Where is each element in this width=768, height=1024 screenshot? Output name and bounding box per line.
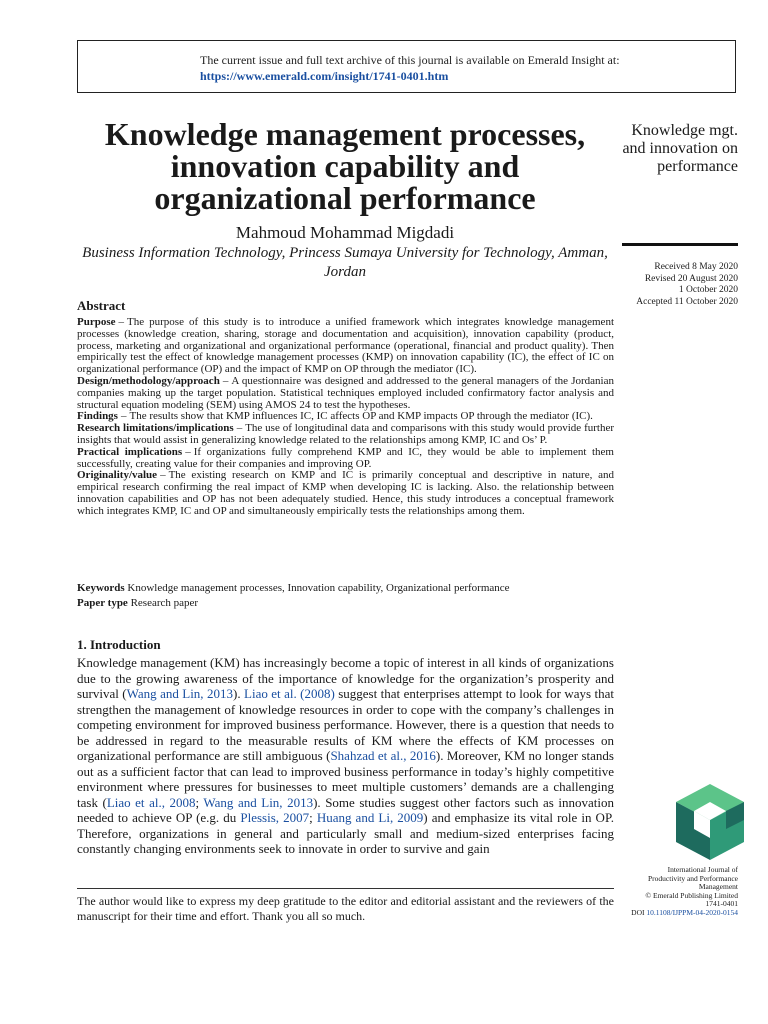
doi-line: [600, 909, 738, 918]
intro-text: suggest that enterprises attempt to look for ways that strengthen the management of knowledge resources in order to cope with the company’s challenges in competing environment for improved business performance. However, there is a question that needs to be addressed in regard to the measurable results of KM where the effects of KM processes on organizational performance are still ambiguous (: [77, 686, 615, 763]
citation-link[interactable]: Wang and Lin, 2013: [203, 794, 314, 810]
date-revised-2: 1 October 2020: [678, 285, 738, 295]
date-accepted: Accepted 11 October 2020: [636, 296, 738, 307]
intro-text: Knowledge management (KM) has increasingly become a topic of interest in all kinds of organizations due to the growing awareness of the importance of knowledge for the organization’s prosperity and survival (: [77, 655, 614, 701]
author-affiliation: Business Information Technology, Princess Sumaya University for Technology, Amman, Jordan: [82, 245, 608, 280]
side-divider: [622, 243, 738, 246]
journal-line: © Emerald Publishing Limited: [645, 890, 738, 900]
abstract-body: [77, 317, 614, 518]
journal-info: [600, 866, 738, 918]
citation-link[interactable]: Liao et al., 2008: [106, 794, 196, 810]
journal-line: Productivity and Performance: [648, 873, 738, 883]
footnote-divider: [77, 888, 614, 889]
abstract-design: Design/methodology/approach – A questionnaire was designed and addressed to the general managers of the Jordanian companies making up the target population. Statistical techniques employed included confirmatory factor analysis and structural equation modeling (SEM) using AMOS 24 to test the hypotheses.: [77, 374, 614, 411]
abstract-originality: Originality/value – The existing research on KMP and IC is primarily conceptual and descriptive in nature, and empirical research confirming the real impact of KMP when developing IC is lacking. Also. the relationship between innovation capabilities and OP has not been adequately studied. Hence, this study introduces a conceptual framework which integrates KMP, IC and OP and simultaneously empirically tests the relationships among them.: [77, 469, 614, 517]
section-text: The results show that KMP influences IC, IC affects OP and KMP impacts OP through the mediator (IC).: [129, 410, 593, 423]
intro-text: ) and emphasize its vital role in OP. Therefore, organizations in general and particularly small and medium-sized enterprises facing constantly changing environments seek to innovate in order to survive and gain: [77, 810, 614, 856]
abstract-purpose: Purpose – The purpose of this study is to introduce a unified framework which integrates knowledge management processes (knowledge creation, sharing, storage and documentation and acquisition), innovation capability (product, process, marketing and organizational and organizational performance (operational, financial and product quality). Then empirically test the effect of knowledge management processes (KMP) on innovation capability (IC), the effect of IC on organizational performance (OP) and the impact of KMP on OP through the mediator (IC).: [77, 316, 614, 376]
running-title: Knowledge mgt. and innovation on performance: [622, 122, 738, 175]
section-label: Design/methodology/approach: [77, 374, 220, 387]
intro-text: ;: [309, 810, 317, 825]
abstract-findings: Findings – The results show that KMP influences IC, IC affects OP and KMP impacts OP through the mediator (IC).: [77, 410, 593, 423]
doi-label: DOI: [631, 907, 645, 917]
keywords-label: Keywords: [77, 582, 125, 594]
section-label: Research limitations/implications: [77, 422, 234, 435]
section-text: The use of longitudinal data and comparisons with this study would provide further insights that would assist in generalizing knowledge related to the relationships among KMP, IC and Os’ P.: [77, 422, 614, 446]
archive-notice-text: The current issue and full text archive of this journal is available on Emerald Insight at:: [200, 53, 620, 67]
abstract-practical: Practical implications – If organizations fully comprehend KMP and IC, they would be able to implement them successfully, creating value for their companies and improving OP.: [77, 445, 614, 470]
keywords-text: Knowledge management processes, Innovation capability, Organizational performance: [127, 582, 510, 594]
journal-line: International Journal of: [667, 865, 738, 874]
emerald-logo-icon: [674, 782, 746, 862]
section-label: Purpose: [77, 316, 116, 328]
citation-link[interactable]: Wang and Lin, 2013: [126, 686, 233, 701]
citation-link[interactable]: Liao et al. (2008): [244, 686, 335, 701]
section-label: Originality/value: [77, 469, 158, 482]
keywords: [77, 581, 614, 595]
section-label: Findings: [77, 410, 118, 423]
paper-type: [77, 596, 614, 610]
author-name: Mahmoud Mohammad Migdadi: [235, 223, 455, 242]
date-revised: Revised 20 August 2020: [644, 273, 738, 284]
section-label: Practical implications: [77, 445, 183, 458]
intro-heading: 1. Introduction: [77, 637, 161, 652]
article-title: Knowledge management processes, innovation capability and organizational performance: [104, 116, 586, 216]
doi-link[interactable]: 10.1108/IJPPM-04-2020-0154: [646, 907, 738, 917]
journal-line: 1741-0401: [705, 899, 738, 909]
section-text: The existing research on KMP and IC is primarily conceptual and descriptive in nature, and empirical research confirming the real impact of KMP when developing IC is lacking. Also. the relationship between innovation capabilities and OP has not been adequately studied. Hence, this study introduces a conceptual framework which integrates KMP, IC and OP and simultaneously empirically tests the relationships among them.: [77, 469, 614, 517]
citation-link[interactable]: Plessis, 2007: [240, 810, 310, 825]
journal-line: Management: [698, 882, 738, 892]
intro-text: ).: [233, 686, 245, 701]
intro-paragraph: [77, 655, 614, 857]
citation-link[interactable]: Huang and Li, 2009: [316, 810, 424, 825]
date-received: Received 8 May 2020: [654, 262, 738, 272]
history-dates: [600, 262, 738, 308]
section-text: The purpose of this study is to introduce a unified framework which integrates knowledge management processes (knowledge creation, sharing, storage and documentation and acquisition), innovation capability (product, process, marketing and organizational and organizational performance (operational, financial and product quality). Then empirically test the effect of knowledge management processes (KMP) on innovation capability (IC), the effect of IC on organizational performance (OP) and the impact of KMP on OP through the mediator (IC).: [77, 316, 614, 376]
intro-text: ). Some studies suggest other factors such as innovation needed to achieve OP (e.g. du: [77, 794, 614, 825]
abstract-limitations: Research limitations/implications – The use of longitudinal data and comparisons with this study would provide further insights that would assist in generalizing knowledge related to the relationships among KMP, IC and Os’ P.: [77, 422, 614, 446]
abstract-heading: Abstract: [77, 298, 126, 313]
paper-type-label: Paper type: [77, 597, 128, 609]
paper-type-text: Research paper: [130, 597, 199, 609]
journal-url-link[interactable]: https://www.emerald.com/insight/1741-0401.htm: [200, 69, 449, 83]
acknowledgement-footnote: The author would like to express my deep gratitude to the editor and editorial assistant and the reviewers of the manuscript for their time and effort. Thank you all so much.: [77, 894, 614, 923]
archive-notice-box: [77, 40, 736, 93]
section-text: If organizations fully comprehend KMP and IC, they would be able to implement them successfully, creating value for their companies and improving OP.: [77, 445, 614, 470]
intro-text: ;: [195, 794, 204, 810]
intro-text: ). Moreover, KM no longer stands out as a sufficient factor that can lead to improved business performance in today’s highly competitive environment where pressures for businesses to meet multiple customers’ demands are a challenging task (: [77, 748, 614, 810]
citation-link[interactable]: Shahzad et al., 2016: [330, 748, 436, 763]
section-text: A questionnaire was designed and addressed to the general managers of the Jordanian companies making up the target population. Statistical techniques employed included confirmatory factor analysis and structural equation modeling (SEM) using AMOS 24 to test the hypotheses.: [77, 374, 614, 411]
